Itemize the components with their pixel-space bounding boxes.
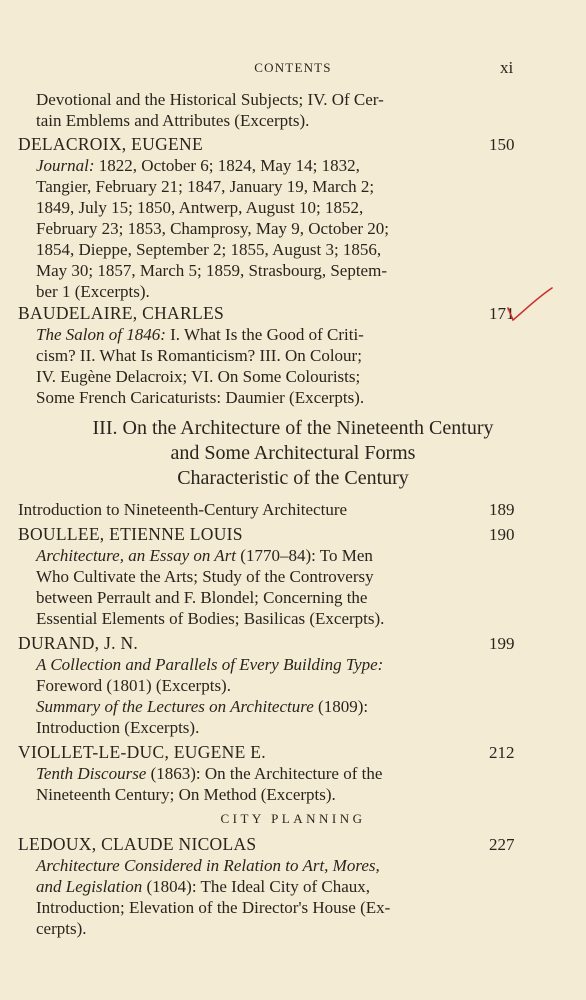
entry-description-line [36,876,370,897]
section-heading: III. On the Architecture of the Nineteenth Century [92,417,494,439]
entry-page-number: 190 [489,525,515,544]
description-text: 1854, Dieppe, September 2; 1855, August 3; 1856, [36,240,382,259]
entry-description-line [36,155,360,176]
entry-description-line [36,197,363,218]
entry-author: BAUDELAIRE, CHARLES [18,303,224,323]
entry-description-line [36,239,381,260]
entry-description-line [36,260,387,281]
description-text: IV. Eugène Delacroix; VI. On Some Colourists; [36,367,361,386]
entry-page-number: 227 [489,835,515,854]
continuation-line: Devotional and the Historical Subjects; IV. Of Cer- [36,90,384,109]
description-text: 1849, July 15; 1850, Antwerp, August 10; 1852, [36,198,364,217]
description-text: I. What Is the Good of Criti- [165,325,364,344]
entry-description-line [36,366,360,387]
entry-description-line [36,763,382,784]
running-head [0,60,586,78]
description-text: ber 1 (Excerpts). [36,282,150,301]
entry-description-line [36,545,373,566]
description-text: Some French Caricaturists: Daumier (Excerpts). [36,388,365,407]
work-title: Journal: [36,156,95,175]
description-text: (1863): On the Architecture of the [146,764,383,783]
description-text: (1770–84): To Men [236,546,373,565]
entry-description-line [36,855,380,876]
entry-description-line [36,918,87,939]
entry-page-number: 189 [489,500,515,519]
work-title: The Salon of 1846: [36,325,166,344]
entry-description-line [36,587,367,608]
description-text: Foreword (1801) (Excerpts). [36,676,231,695]
entry-description-line [36,784,336,805]
entry-author: DELACROIX, EUGENE [18,134,203,154]
entry-description-line [36,654,383,675]
work-title: Tenth Discourse [36,764,147,783]
description-text: Tangier, February 21; 1847, January 19, March 2; [36,177,375,196]
checkmark-annotation [505,286,555,326]
section-heading: and Some Architectural Forms [170,442,416,464]
entry-description-line [36,717,199,738]
entry-description-line [36,387,364,408]
entry-page-number: 199 [489,634,515,653]
description-text: 1822, October 6; 1824, May 14; 1832, [94,156,360,175]
work-title: and Legislation [36,877,143,896]
work-title: Architecture, an Essay on Art [36,546,237,565]
description-text: Introduction; Elevation of the Director's House (Ex- [36,898,391,917]
entry-description-line [36,608,384,629]
section-heading: Characteristic of the Century [177,467,409,489]
entry-author: LEDOUX, CLAUDE NICOLAS [18,834,257,854]
subsection-heading: CITY PLANNING [220,811,366,826]
entry-description-line [36,345,362,366]
entry-page-number: 212 [489,743,515,762]
entry-description-line [36,675,231,696]
entry-description-line [36,696,368,717]
description-text: (1809): [313,697,369,716]
description-text: February 23; 1853, Champrosy, May 9, October 20; [36,219,390,238]
description-text: between Perrault and F. Blondel; Concerning the [36,588,368,607]
description-text: (1804): The Ideal City of Chaux, [142,877,370,896]
entry-description-line [36,176,374,197]
description-text: May 30; 1857, March 5; 1859, Strasbourg, Septem- [36,261,387,280]
work-title: A Collection and Parallels of Every Building Type: [36,655,384,674]
entry-author: VIOLLET-LE-DUC, EUGENE E. [18,742,266,762]
description-text: Essential Elements of Bodies; Basilicas (Excerpts). [36,609,385,628]
entry-author: DURAND, J. N. [18,633,139,653]
work-title: Architecture Considered in Relation to Art, Mores, [36,856,380,875]
continuation-line: tain Emblems and Attributes (Excerpts). [36,111,310,130]
entry-description-line [36,281,150,302]
description-text: cerpts). [36,919,87,938]
description-text: Nineteenth Century; On Method (Excerpts). [36,785,336,804]
entry-description-line [36,897,390,918]
description-text: Who Cultivate the Arts; Study of the Controversy [36,567,374,586]
work-title: Summary of the Lectures on Architecture [36,697,314,716]
entry-title: Introduction to Nineteenth-Century Architecture [18,500,348,519]
entry-page-number: 150 [489,135,515,154]
entry-description-line [36,566,374,587]
description-text: cism? II. What Is Romanticism? III. On Colour; [36,346,362,365]
entry-page-number: 171 [489,304,515,323]
running-head-title: CONTENTS [254,60,332,75]
entry-description-line [36,218,389,239]
entry-author: BOULLEE, ETIENNE LOUIS [18,524,243,544]
entry-description-line [36,324,364,345]
running-head-page-number: xi [500,58,514,77]
description-text: Introduction (Excerpts). [36,718,200,737]
